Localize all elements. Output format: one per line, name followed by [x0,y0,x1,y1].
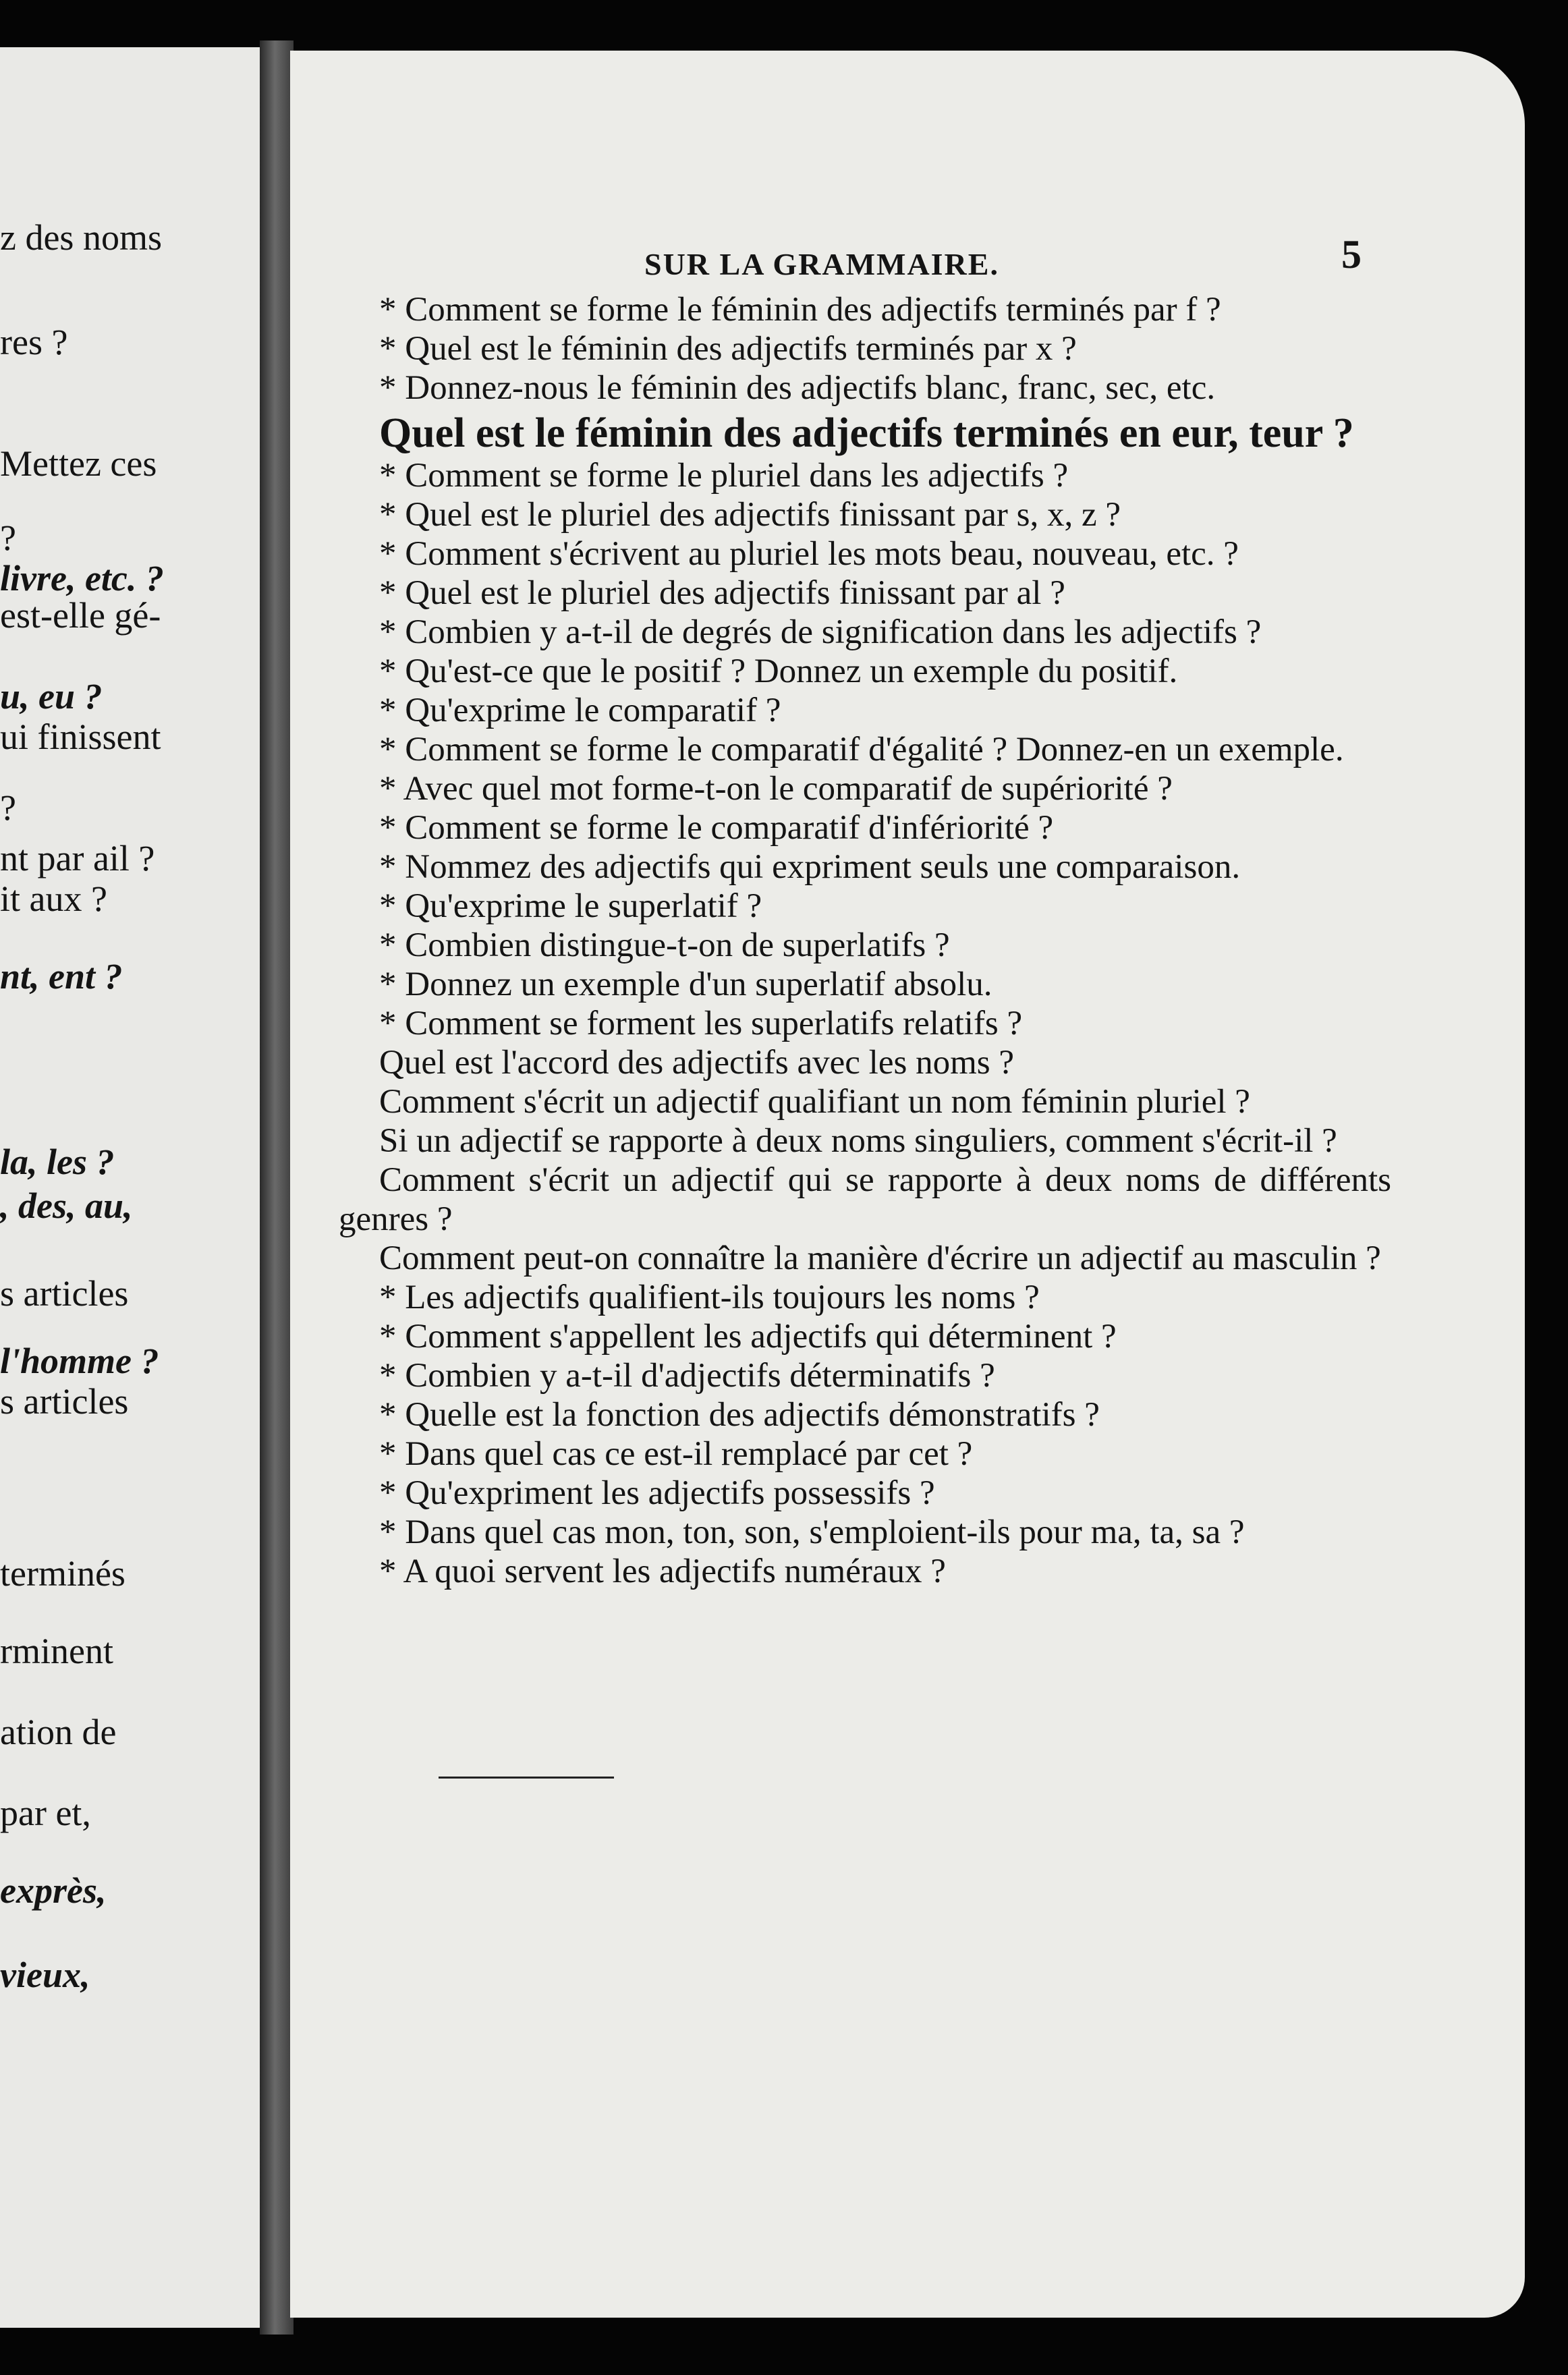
question-marker: * [379,1513,405,1551]
left-margin-line: terminés [0,1553,125,1594]
question-item-highlighted [339,410,1391,456]
page-number: 5 [1341,232,1362,277]
question-text: Qu'exprime le superlatif ? [405,887,762,925]
left-margin-line: par et, [0,1793,91,1833]
question-item [339,1513,1391,1552]
question-text: Comment se forme le pluriel dans les adjectifs ? [405,457,1069,495]
question-marker: * [379,1357,405,1395]
current-page [290,51,1525,2318]
page-tear-mark [439,1777,614,1779]
question-item [339,808,1391,847]
question-text: Comment s'appellent les adjectifs qui déterminent ? [405,1318,1117,1356]
question-item [339,456,1391,495]
question-text: Comment se forme le comparatif d'infériorité ? [405,809,1054,847]
left-margin-line: ? [0,787,16,828]
question-marker: * [379,652,405,690]
question-text: Avec quel mot forme-t-on le comparatif de supériorité ? [403,770,1173,808]
question-text: Nommez des adjectifs qui expriment seuls une comparaison. [405,848,1241,886]
question-marker: * [379,291,405,329]
left-margin-line: ation de [0,1712,117,1752]
question-marker: * [379,613,405,651]
question-marker: * [379,770,403,808]
left-margin-line: vieux, [0,1955,90,1995]
left-margin-line: est-elle gé- [0,595,161,636]
question-item [339,1356,1391,1395]
question-marker: * [379,496,405,534]
question-marker: * [379,330,405,368]
question-marker: * [379,1318,405,1356]
question-marker: * [379,1553,403,1590]
left-margin-line: Mettez ces [0,443,157,484]
question-item [339,652,1391,691]
question-item [339,847,1391,887]
question-text: Si un adjectif se rapporte à deux noms singuliers, comment s'écrit-il ? [379,1122,1337,1160]
question-marker: * [379,1435,405,1473]
question-item [339,769,1391,808]
question-item [339,730,1391,769]
question-item [339,1395,1391,1434]
previous-page-fragment [0,47,260,2328]
question-item [339,1043,1391,1082]
left-margin-line: z des noms [0,217,162,258]
question-marker: * [379,574,405,612]
question-text: Quel est le pluriel des adjectifs finissant par al ? [405,574,1065,612]
question-marker: * [379,887,405,925]
question-text: Combien y a-t-il de degrés de signification dans les adjectifs ? [405,613,1262,651]
question-item [339,1552,1391,1591]
question-item [339,1278,1391,1317]
question-marker: * [379,1005,405,1042]
question-text: Donnez-nous le féminin des adjectifs blanc, franc, sec, etc. [405,369,1216,407]
left-margin-line: livre, etc. ? [0,558,164,598]
question-item [339,368,1391,408]
question-item [339,534,1391,574]
question-item [339,1121,1391,1161]
question-marker: * [379,1279,405,1316]
question-item [339,887,1391,926]
question-item [339,926,1391,965]
left-margin-line: exprès, [0,1870,107,1911]
question-text: Comment se forme le féminin des adjectifs terminés par f ? [405,291,1221,329]
left-margin-line: nt, ent ? [0,956,123,997]
question-marker: * [379,1396,405,1434]
question-text: Les adjectifs qualifient-ils toujours les noms ? [405,1279,1040,1316]
left-margin-line: u, eu ? [0,676,103,717]
question-item [339,613,1391,652]
question-item [339,1239,1391,1278]
question-marker: * [379,926,405,964]
question-text: Comment peut-on connaître la manière d'écrire un adjectif au masculin ? [379,1239,1381,1277]
question-marker: * [379,731,405,769]
question-marker: * [379,848,405,886]
question-text: Combien distingue-t-on de superlatifs ? [405,926,950,964]
question-marker: * [379,692,405,729]
left-margin-line: rminent [0,1631,113,1671]
left-margin-line: res ? [0,322,68,362]
question-text: Comment s'écrit un adjectif qui se rapporte à deux noms de différents genres ? [339,1161,1391,1238]
left-margin-line: ? [0,518,16,558]
question-list [339,290,1391,1591]
question-text: Donnez un exemple d'un superlatif absolu. [405,966,992,1003]
question-item [339,1161,1391,1239]
question-text: Quel est le féminin des adjectifs terminés par x ? [405,330,1077,368]
question-text: A quoi servent les adjectifs numéraux ? [403,1553,946,1590]
question-marker: * [379,966,405,1003]
question-item [339,290,1391,329]
question-item [339,965,1391,1004]
question-text: Comment s'écrivent au pluriel les mots beau, nouveau, etc. ? [405,535,1239,573]
question-text: Comment s'écrit un adjectif qualifiant un nom féminin pluriel ? [379,1083,1250,1121]
question-item [339,1082,1391,1121]
question-item [339,574,1391,613]
left-margin-line: s articles [0,1381,129,1422]
left-margin-line: it aux ? [0,878,107,919]
question-text: Comment se forment les superlatifs relatifs ? [405,1005,1023,1042]
question-text: Qu'exprime le comparatif ? [405,692,781,729]
question-text: Quel est le pluriel des adjectifs finissant par s, x, z ? [405,496,1121,534]
left-margin-line: , des, au, [0,1185,133,1226]
left-margin-line: la, les ? [0,1142,115,1182]
running-header: SUR LA GRAMMAIRE. [644,247,999,281]
question-item [339,1317,1391,1356]
question-item [339,691,1391,730]
book-spine-gutter [260,40,293,2335]
question-item [339,495,1391,534]
question-item [339,1434,1391,1474]
question-text: Qu'est-ce que le positif ? Donnez un exemple du positif. [405,652,1178,690]
question-marker: * [379,1474,405,1512]
question-marker: * [379,457,405,495]
question-text: Combien y a-t-il d'adjectifs déterminatifs ? [405,1357,995,1395]
left-margin-line: ui finissent [0,717,161,757]
left-margin-line: s articles [0,1273,129,1314]
question-item [339,1474,1391,1513]
left-margin-line: l'homme ? [0,1341,159,1381]
question-text: Quelle est la fonction des adjectifs démonstratifs ? [405,1396,1100,1434]
question-item [339,329,1391,368]
left-margin-line: nt par ail ? [0,838,155,878]
question-text: Quel est l'accord des adjectifs avec les noms ? [379,1044,1014,1082]
question-text: Qu'expriment les adjectifs possessifs ? [405,1474,935,1512]
question-text: Quel est le féminin des adjectifs terminés en eur, teur ? [379,410,1354,456]
question-marker: * [379,809,405,847]
question-marker: * [379,369,405,407]
question-text: Dans quel cas ce est-il remplacé par cet ? [405,1435,973,1473]
question-text: Dans quel cas mon, ton, son, s'emploient-ils pour ma, ta, sa ? [405,1513,1245,1551]
question-marker: * [379,535,405,573]
question-item [339,1004,1391,1043]
question-text: Comment se forme le comparatif d'égalité ? Donnez-en un exemple. [405,731,1344,769]
